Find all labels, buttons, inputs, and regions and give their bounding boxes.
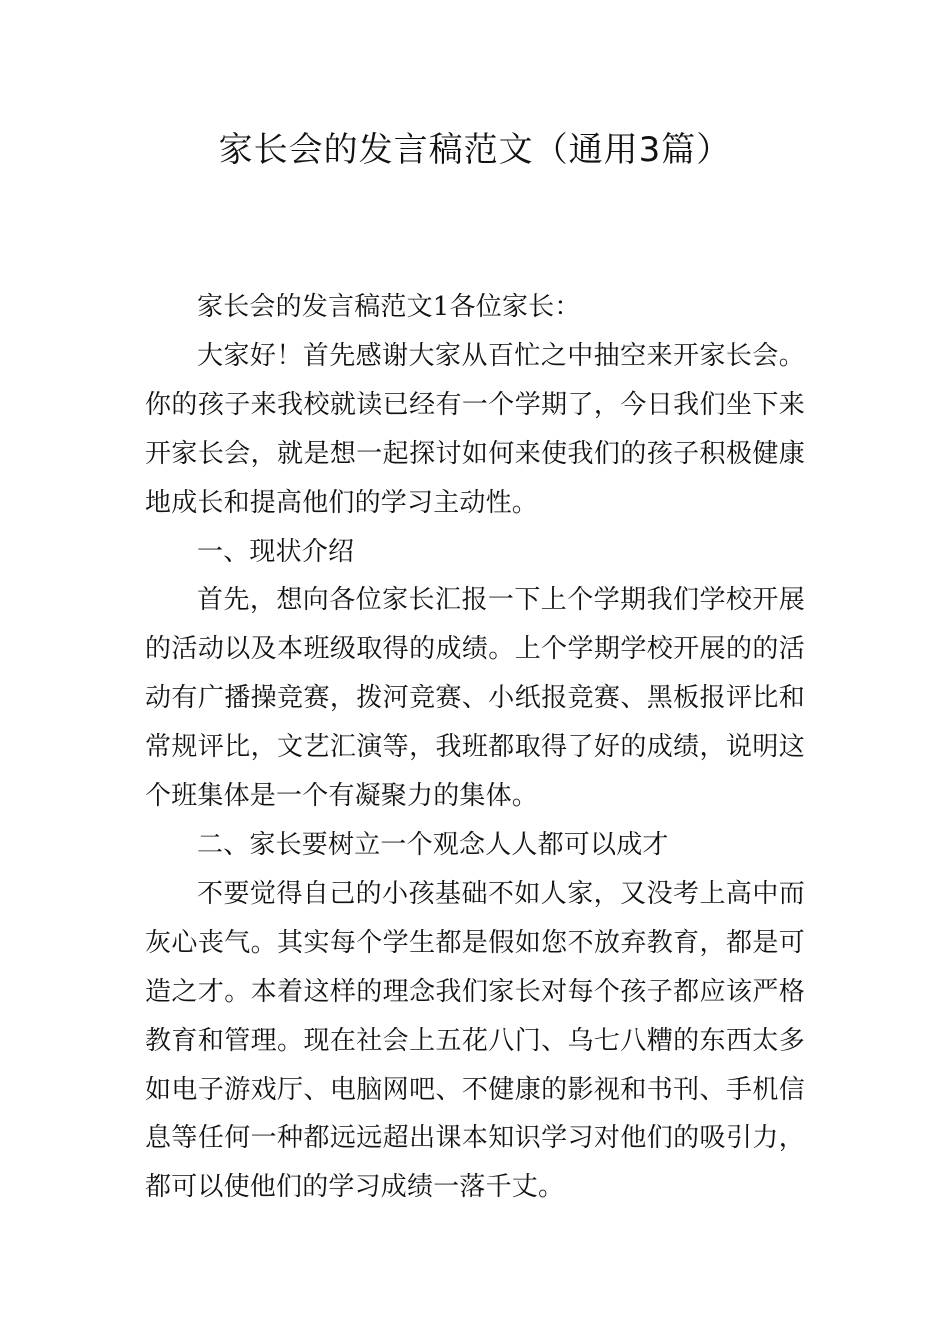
- paragraph-status-report: 首先，想向各位家长汇报一下上个学期我们学校开展的活动以及本班级取得的成绩。上个学期学校开展的的活动有广播操竞赛，拨河竞赛、小纸报竞赛、黑板报评比和常规评比，文艺汇演等，我班都取得了好的成绩，说明这个班集体是一个有凝聚力的集体。: [145, 585, 805, 812]
- document-title: 家长会的发言稿范文（通用3篇）: [218, 130, 732, 170]
- paragraph-greeting: 家长会的发言稿范文1各位家长：: [197, 292, 581, 322]
- document-body: [145, 283, 805, 1212]
- section-heading-mindset: 二、家长要树立一个观念人人都可以成才: [197, 829, 669, 860]
- paragraph-mindset: 不要觉得自己的小孩基础不如人家，又没考上高中而灰心丧气。其实每个学生都是假如您不放弃教育，都是可造之才。本着这样的理念我们家长对每个孩子都应该严格教育和管理。现在社会上五花八门、乌七八糟的东西太多如电子游戏厅、电脑网吧、不健康的影视和书刊、手机信息等任何一种都远远超出课本知识学习对他们的吸引力，都可以使他们的学习成绩一落千丈。: [145, 878, 805, 1203]
- paragraph-intro: 大家好！首先感谢大家从百忙之中抽空来开家长会。你的孩子来我校就读已经有一个学期了，今日我们坐下来开家长会，就是想一起探讨如何来使我们的孩子积极健康地成长和提高他们的学习主动性。: [145, 340, 805, 518]
- section-heading-status: 一、现状介绍: [197, 536, 355, 567]
